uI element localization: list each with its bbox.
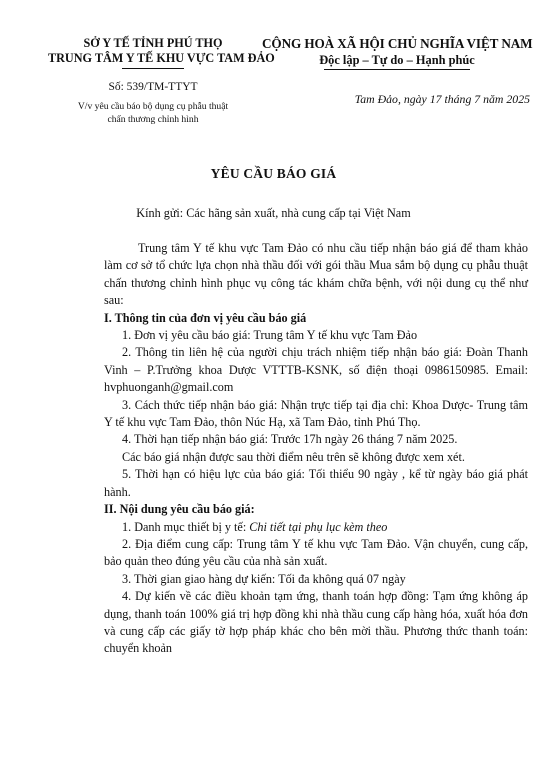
section-1-heading: I. Thông tin của đơn vị yêu cầu báo giá: [104, 310, 307, 325]
section-1-item-5: 5. Thời hạn có hiệu lực của báo giá: Tối thiểu 90 ngày , kể từ ngày báo giá phát hành.: [104, 467, 528, 499]
section-2-heading: II. Nội dung yêu cầu báo giá:: [104, 502, 255, 517]
section-1-item-1: 1. Đơn vị yêu cầu báo giá: Trung tâm Y tế khu vực Tam Đảo: [122, 328, 418, 343]
document-subject: [48, 100, 258, 126]
section-1-item-2: 2. Thông tin liên hệ của người chịu trách nhiệm tiếp nhận báo giá: Đoàn Thanh Vinh – P.Trưởng khoa Dược VTTTB-KSNK, số điện thoại 0986150985. Email: hvphuonganh@gmail.com: [104, 345, 528, 395]
section-2-item-4: 4. Dự kiến về các điều khoản tạm ứng, thanh toán hợp đồng: Tạm ứng không áp dụng, thanh toán 100% giá trị hợp đồng khi nhà thầu cung cấp hàng hóa, xuất hóa đơn và cung cấp các giấy tờ hợp pháp khác cho bên mời thầu. Phương thức thanh toán: chuyển khoản: [104, 589, 528, 656]
document-number: Số: 539/TM-TTYT: [108, 81, 198, 93]
section-2-item-1: [104, 519, 528, 536]
section-1-item-4-note: Các báo giá nhận được sau thời điểm nêu trên sẽ không được xem xét.: [122, 449, 465, 464]
national-motto: Độc lập – Tự do – Hạnh phúc: [319, 53, 475, 67]
parent-agency: SỞ Y TẾ TỈNH PHÚ THỌ: [83, 36, 223, 50]
place-date: Tam Đảo, ngày 17 tháng 7 năm 2025: [354, 92, 530, 106]
subject-line-1: V/v yêu cầu báo bộ dụng cụ phẫu thuật: [77, 101, 229, 112]
document-body: [104, 240, 528, 658]
intro-paragraph: Trung tâm Y tế khu vực Tam Đảo có nhu cầu tiếp nhận báo giá để tham khảo làm cơ sở tổ chức lựa chọn nhà thầu đối với gói thầu Mua sắm bộ dụng cụ phẫu thuật chấn thương chỉnh hình phục vụ công tác khám chữa bệnh, với nội dung cụ thể như sau:: [104, 241, 528, 308]
document-title: YÊU CẦU BÁO GIÁ: [210, 166, 337, 181]
section-2-item-3: 3. Thời gian giao hàng dự kiến: Tối đa không quá 07 ngày: [122, 571, 406, 586]
section-2-item-2: 2. Địa điểm cung cấp: Trung tâm Y tế khu vực Tam Đảo. Vận chuyển, cung cấp, bảo quản theo đúng yêu cầu của nhà sản xuất.: [104, 536, 528, 569]
section-1-item-3: 3. Cách thức tiếp nhận báo giá: Nhận trực tiếp tại địa chỉ: Khoa Dược- Trung tâm Y tế khu vực Tam Đảo, thôn Núc Hạ, xã Tam Đảo, tỉnh Phú Thọ.: [104, 397, 528, 430]
subject-line-2: chấn thương chỉnh hình: [107, 114, 199, 125]
section-1-item-4: 4. Thời hạn tiếp nhận báo giá: Trước 17h ngày 26 tháng 7 năm 2025.: [122, 432, 458, 447]
greeting: Kính gửi: Các hãng sản xuất, nhà cung cấp tại Việt Nam: [136, 206, 411, 220]
motto-underline: [324, 69, 470, 70]
issuing-agency-block: [48, 36, 275, 69]
national-title: CỘNG HOÀ XÃ HỘI CHỦ NGHĨA VIỆT NAM: [262, 36, 533, 51]
section-2-item-1-detail: Chi tiết tại phụ lục kèm theo: [249, 519, 388, 534]
issuing-agency: TRUNG TÂM Y TẾ KHU VỰC TAM ĐẢO: [48, 51, 275, 65]
agency-underline: [122, 68, 184, 69]
national-title-block: [262, 36, 532, 70]
section-2-item-1-label: 1. Danh mục thiết bị y tế:: [122, 519, 250, 534]
